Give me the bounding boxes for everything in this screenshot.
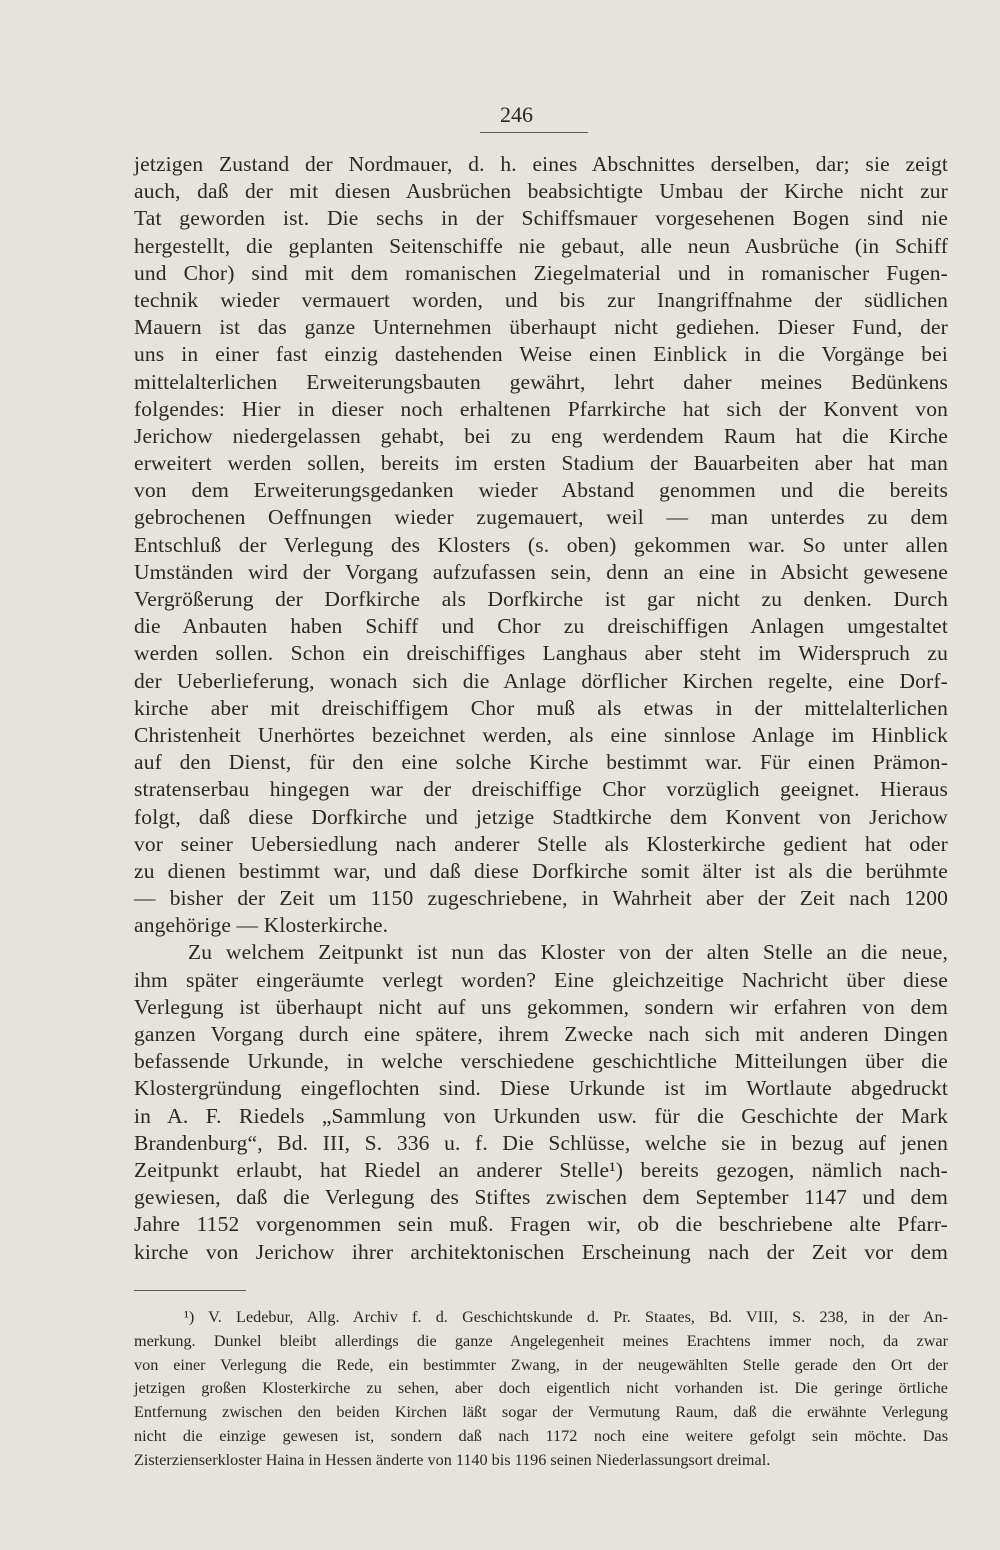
body-line: ganzen Vorgang durch eine spätere, ihrem Zwecke nach sich mit anderen Dingen xyxy=(134,1022,948,1046)
body-line: angehörige — Klosterkirche. xyxy=(134,913,389,938)
body-line: Mauern ist das ganze Unternehmen überhaupt nicht gediehen. Dieser Fund, der xyxy=(134,315,948,340)
body-line: folgendes: Hier in dieser noch erhaltenen Pfarrkirche hat sich der Konvent von xyxy=(134,396,948,421)
body-line: ihm später eingeräumte verlegt worden? Eine gleichzeitige Nachricht über diese xyxy=(134,967,948,992)
body-line: zu dienen bestimmt war, und daß diese Dorfkirche somit älter ist als die berühmte xyxy=(134,858,948,883)
body-line: befassende Urkunde, in welche verschiedene geschichtliche Mitteilungen über die xyxy=(134,1049,948,1074)
body-line: uns in einer fast einzig dastehenden Weise einen Einblick in die Vorgänge bei xyxy=(134,342,948,367)
body-line: Christenheit Unerhörtes bezeichnet werden, als eine sinnlose Anlage im Hinblick xyxy=(134,722,948,747)
body-line: Jerichow niedergelassen gehabt, bei zu eng werdendem Raum hat die Kirche xyxy=(134,423,948,448)
body-line: hergestellt, die geplanten Seitenschiffe nie gebaut, alle neun Ausbrüche (in Schiff xyxy=(134,233,948,258)
footnote-line: Entfernung zwischen den beiden Kirchen läßt sogar der Vermutung Raum, daß die erwähnte Verlegung xyxy=(134,1403,948,1422)
footnote-line: von einer Verlegung die Rede, ein bestimmter Zwang, in der neugewählten Stelle gerade den Ort der xyxy=(134,1355,948,1374)
body-line: Zu welchem Zeitpunkt ist nun das Kloster von der alten Stelle an die neue, xyxy=(188,940,948,965)
body-line: mittelalterlichen Erweiterungsbauten gewährt, lehrt daher meines Bedünkens xyxy=(134,369,948,394)
body-line: Entschluß der Verlegung des Klosters (s. oben) gekommen war. So unter allen xyxy=(134,532,948,557)
body-line: — bisher der Zeit um 1150 zugeschriebene, in Wahrheit aber der Zeit nach 1200 xyxy=(134,886,948,911)
body-line: gebrochenen Oeffnungen wieder zugemauert, weil — man unterdes zu dem xyxy=(134,505,948,530)
footnote-line: jetzigen großen Klosterkirche zu sehen, aber doch eigentlich nicht vorhanden ist. Die geringe örtliche xyxy=(134,1379,948,1398)
body-line: Vergrößerung der Dorfkirche als Dorfkirche ist gar nicht zu denken. Durch xyxy=(134,587,948,611)
body-line: auch, daß der mit diesen Ausbrüchen beabsichtigte Umbau der Kirche nicht zur xyxy=(134,179,948,204)
footnote-line: Zisterzienserkloster Haina in Hessen änderte von 1140 bis 1196 seinen Niederlassungsort dreimal. xyxy=(134,1450,771,1469)
body-line: technik wieder vermauert worden, und bis zur Inangriffnahme der südlichen xyxy=(134,287,948,312)
body-line: folgt, daß diese Dorfkirche und jetzige Stadtkirche dem Konvent von Jerichow xyxy=(134,804,948,829)
body-line: auf den Dienst, für den eine solche Kirche bestimmt war. Für einen Prämon- xyxy=(134,750,948,775)
body-text xyxy=(134,151,948,1266)
body-line: Verlegung ist überhaupt nicht auf uns gekommen, sondern wir erfahren von dem xyxy=(134,994,948,1019)
body-line: und Chor) sind mit dem romanischen Ziegelmaterial und in romanischer Fugen- xyxy=(134,260,948,285)
body-line: Jahre 1152 vorgenommen sein muß. Fragen wir, ob die beschriebene alte Pfarr- xyxy=(134,1212,948,1237)
body-line: die Anbauten haben Schiff und Chor zu dreischiffigen Anlagen umgestaltet xyxy=(134,614,948,639)
footnote-line: ¹) V. Ledebur, Allg. Archiv f. d. Geschichtskunde d. Pr. Staates, Bd. VIII, S. 238, in der An- xyxy=(184,1308,948,1326)
footnotes xyxy=(134,1306,948,1473)
body-line: Brandenburg“, Bd. III, S. 336 u. f. Die Schlüsse, welche sie in bezug auf jenen xyxy=(134,1130,948,1155)
body-line: stratenserbau hingegen war der dreischiffige Chor vorzüglich geeignet. Hieraus xyxy=(134,777,948,802)
body-line: von dem Erweiterungsgedanken wieder Abstand genommen und die bereits xyxy=(134,478,948,503)
body-line: erweitert werden sollen, bereits im ersten Stadium der Bauarbeiten aber hat man xyxy=(134,451,948,476)
body-line: werden sollen. Schon ein dreischiffiges Langhaus aber steht im Widerspruch zu xyxy=(134,641,948,666)
footnote-separator xyxy=(134,1290,246,1291)
body-line: kirche aber mit dreischiffigem Chor muß als etwas in der mittelalterlichen xyxy=(134,695,948,720)
body-line: vor seiner Uebersiedlung nach anderer Stelle als Klosterkirche gedient hat oder xyxy=(134,831,948,856)
body-line: Zeitpunkt erlaubt, hat Riedel an anderer Stelle¹) bereits gezogen, nämlich nach- xyxy=(134,1157,948,1182)
body-line: kirche von Jerichow ihrer architektonischen Erscheinung nach der Zeit vor dem xyxy=(134,1239,948,1264)
body-line: Klostergründung eingeflochten sind. Diese Urkunde ist im Wortlaute abgedruckt xyxy=(134,1076,948,1101)
body-line: der Ueberlieferung, wonach sich die Anlage dörflicher Kirchen regelte, eine Dorf- xyxy=(134,668,948,693)
body-line: in A. F. Riedels „Sammlung von Urkunden usw. für die Geschichte der Mark xyxy=(134,1103,948,1128)
body-line: Umständen wird der Vorgang aufzufassen sein, denn an eine in Absicht gewesene xyxy=(134,559,948,584)
body-line: gewiesen, daß die Verlegung des Stiftes zwischen dem September 1147 und dem xyxy=(134,1185,948,1210)
footnote-line: nicht die einzige gewesen ist, sondern daß nach 1172 noch eine weitere gefolgt sein möchte. Das xyxy=(134,1426,948,1445)
body-line: Tat geworden ist. Die sechs in der Schiffsmauer vorgesehenen Bogen sind nie xyxy=(134,206,948,231)
footnote-line: merkung. Dunkel bleibt allerdings die ganze Angelegenheit meines Erachtens immer noch, da zwar xyxy=(134,1331,948,1350)
body-line: jetzigen Zustand der Nordmauer, d. h. eines Abschnittes derselben, dar; sie zeigt xyxy=(134,152,948,176)
page-number: 246 xyxy=(500,102,533,127)
page-number-rule xyxy=(480,132,588,133)
